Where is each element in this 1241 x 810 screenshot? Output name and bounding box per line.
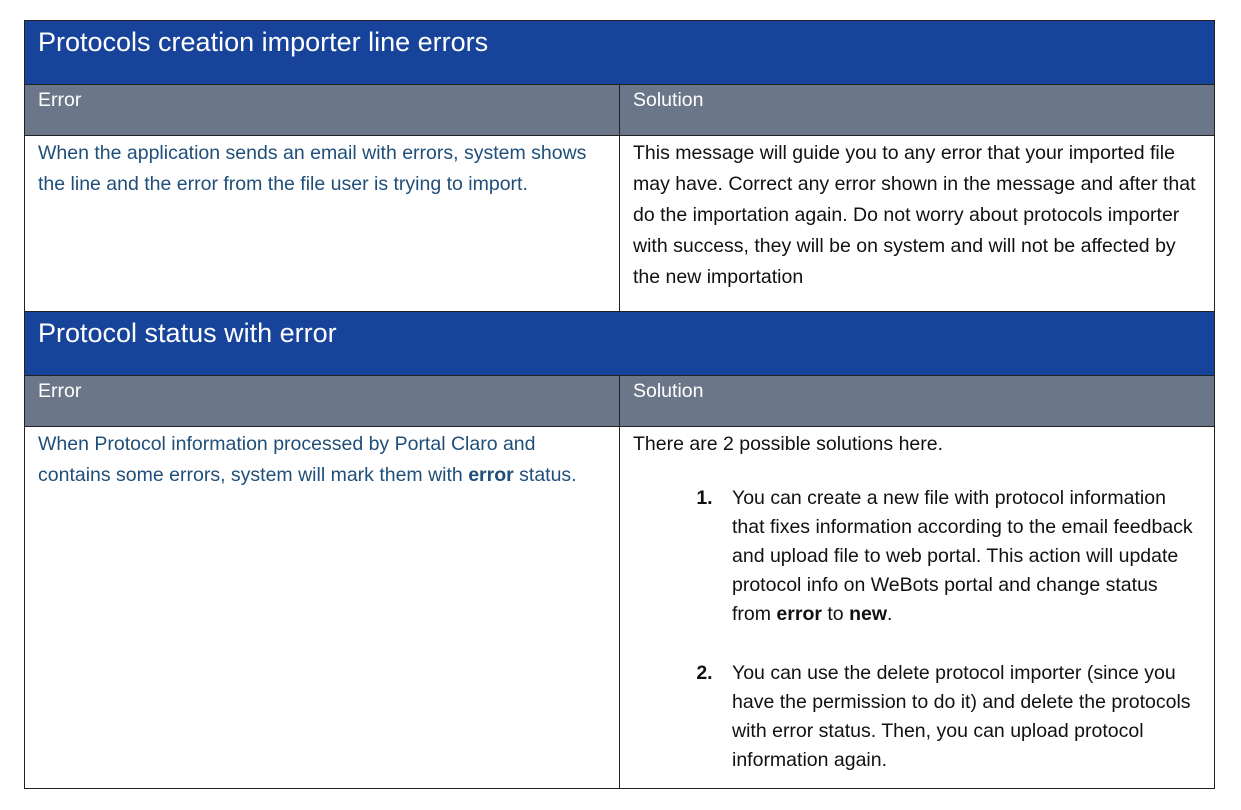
error-description: When the application sends an email with errors, system shows the line and the error from the file user is trying to import. xyxy=(25,136,620,311)
error-column-header: Error xyxy=(25,376,620,426)
error-text-part: status. xyxy=(513,464,577,486)
error-status-keyword: error xyxy=(468,464,514,486)
solution-list xyxy=(633,484,1202,775)
status-error-keyword: error xyxy=(776,603,822,625)
section-title: Protocol status with error xyxy=(25,312,1214,376)
status-new-keyword: new xyxy=(849,603,887,625)
error-text-part: When Protocol information processed by Portal Claro and contains some errors, system will mark them with xyxy=(38,433,536,486)
solution-description: This message will guide you to any error that your imported file may have. Correct any error shown in the message and after that do the importation again. Do not worry about protocols importer with success, they will be on system and will not be affected by the new importation xyxy=(633,142,1196,288)
solution-column-header: Solution xyxy=(633,89,704,111)
list-item-text: . xyxy=(887,603,893,625)
table-header-row xyxy=(25,85,1214,136)
table-header-row xyxy=(25,376,1214,427)
solution-column-header: Solution xyxy=(633,380,704,402)
solution-description xyxy=(620,427,1214,788)
section-title: Protocols creation importer line errors xyxy=(25,21,1214,85)
solution-intro: There are 2 possible solutions here. xyxy=(633,433,944,455)
list-item xyxy=(718,484,1202,629)
list-item-text: You can use the delete protocol importer (since you have the permission to do it) and delete the protocols with error status. Then, you can upload protocol information again. xyxy=(732,662,1191,771)
error-description xyxy=(25,427,620,788)
list-item xyxy=(718,659,1202,775)
troubleshooting-table xyxy=(24,20,1215,789)
list-item-text: to xyxy=(821,603,850,625)
table-row xyxy=(25,427,1214,788)
error-column-header: Error xyxy=(25,85,620,135)
table-row xyxy=(25,136,1214,312)
list-item-text: You can create a new file with protocol information that fixes information according to the email feedback and upload file to web portal. This action will update protocol info on WeBots portal and change status from xyxy=(732,487,1193,625)
